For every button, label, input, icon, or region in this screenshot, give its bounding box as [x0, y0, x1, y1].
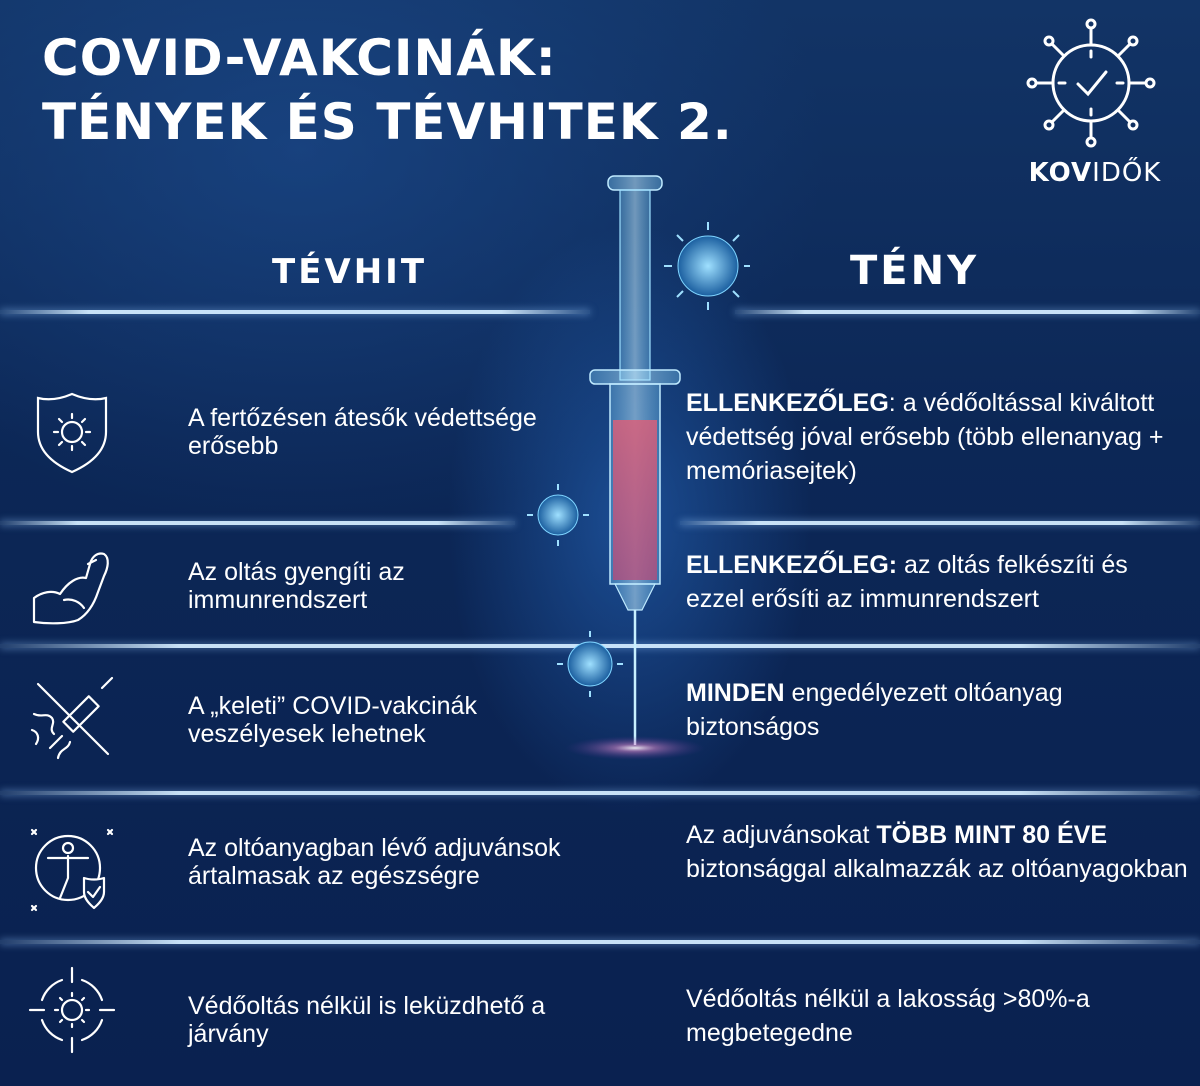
logo-wordmark [1010, 158, 1180, 188]
myth-fact-row-4 [0, 798, 1200, 938]
fact-text-2 [686, 548, 1191, 616]
divider-1-left [0, 521, 515, 525]
title-line-1: COVID-VAKCINÁK: [42, 29, 557, 87]
myth-text-4: Az oltóanyagban lévő adjuvánsok ártalmasak az egészségre [188, 834, 561, 890]
fact-text-4 [686, 818, 1191, 886]
fact-intro-4: Az adjuvánsokat [686, 821, 877, 849]
fact-column-header: TÉNY [850, 248, 980, 294]
myth-fact-row-3 [0, 652, 1200, 788]
shield-virus-icon [28, 388, 116, 476]
myth-text-3: A „keleti” COVID-vakcinák veszélyesek lehetnek [188, 692, 477, 748]
myth-fact-row-2 [0, 528, 1200, 642]
divider-3 [0, 791, 1200, 795]
myth-fact-row-1 [0, 322, 1200, 520]
fact-body-4: biztonsággal alkalmazzák az oltóanyagokban [686, 855, 1188, 883]
fact-emphasis-1: ELLENKEZŐLEG [686, 389, 889, 417]
divider-1-right [680, 521, 1200, 525]
fact-text-5: Védőoltás nélkül a lakosság >80%-a megbetegedne [686, 985, 1090, 1047]
virus-clock-check-icon [1026, 18, 1156, 148]
kovidok-logo [1010, 18, 1170, 188]
logo-bold-text: KOV [1028, 158, 1093, 188]
flexed-arm-icon [28, 542, 116, 630]
fact-emphasis-4: TÖBB MINT 80 ÉVE [876, 821, 1107, 849]
myth-column-header: TÉVHIT [272, 252, 428, 292]
myth-fact-row-5 [0, 948, 1200, 1086]
crossed-syringe-icon [28, 674, 116, 762]
divider-top-right [735, 310, 1200, 314]
divider-4 [0, 940, 1200, 944]
logo-light-text: IDŐK [1092, 158, 1162, 188]
myth-text-2: Az oltás gyengíti az immunrendszert [188, 558, 405, 614]
fact-body-3: engedélyezett oltóanyag biztonságos [686, 679, 1063, 741]
divider-top-left [0, 310, 590, 314]
fact-emphasis-3: MINDEN [686, 679, 785, 707]
virus-target-icon [28, 966, 116, 1054]
myth-text-5: Védőoltás nélkül is leküzdhető a járvány [188, 992, 546, 1048]
title-line-2: TÉNYEK ÉS TÉVHITEK 2. [42, 93, 733, 151]
person-shield-check-icon [28, 826, 116, 914]
fact-body-1: : a védőoltással kiváltott védettség jóval erősebb (több ellenanyag + memóriasejtek) [686, 389, 1164, 485]
fact-text-3 [686, 676, 1191, 744]
fact-emphasis-2: ELLENKEZŐLEG: [686, 551, 898, 579]
fact-text-1 [686, 386, 1191, 488]
page-title [42, 26, 733, 154]
fact-body-2: az oltás felkészíti és ezzel erősíti az immunrendszert [686, 551, 1128, 613]
myth-text-1: A fertőzésen átesők védettsége erősebb [188, 404, 537, 460]
